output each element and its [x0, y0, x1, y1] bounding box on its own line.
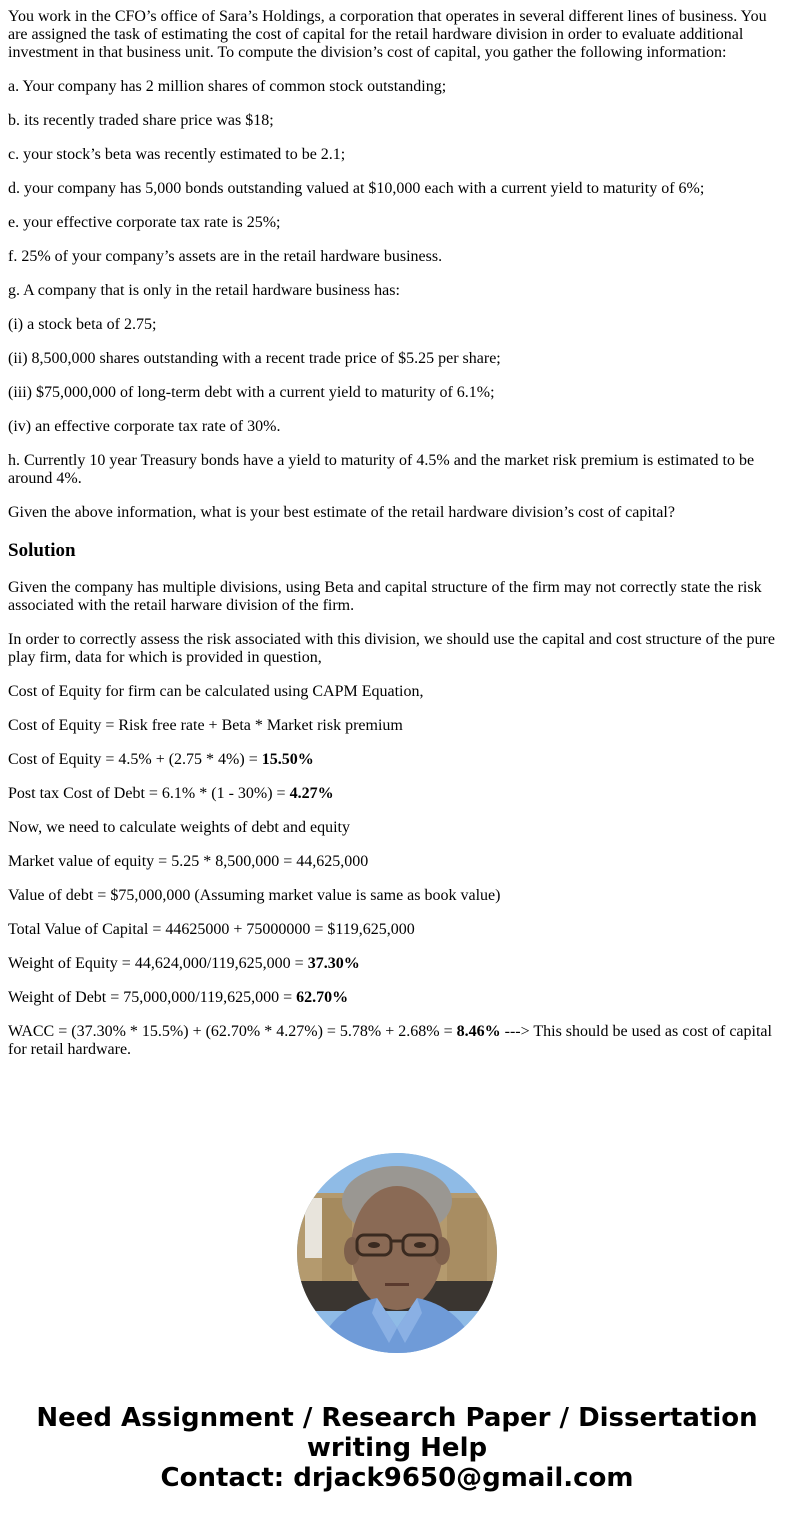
promo-line-2: writing Help — [306, 1433, 488, 1463]
question-item-h: h. Currently 10 year Treasury bonds have a yield to maturity of 4.5% and the market risk premium is estimated to be around 4%. — [8, 452, 755, 487]
question-item-f: f. 25% of your company’s assets are in the retail hardware business. — [8, 248, 443, 265]
wacc-conclusion: ---> This should be used as cost of capital for retail hardware. — [8, 1023, 772, 1058]
question-item-g-i: (i) a stock beta of 2.75; — [8, 316, 157, 333]
weight-equity-calc: Weight of Equity = 44,624,000/119,625,000 = — [8, 955, 308, 972]
weight-debt-calc: Weight of Debt = 75,000,000/119,625,000 = — [8, 989, 297, 1006]
promo-line-1: Need Assignment / Research Paper / Dissertation — [36, 1403, 758, 1433]
capm-formula: Cost of Equity = Risk free rate + Beta * Market risk premium — [8, 717, 403, 734]
promo-banner — [0, 1403, 794, 1493]
cost-of-debt-value: 4.27% — [289, 785, 334, 802]
question-item-d: d. your company has 5,000 bonds outstanding valued at $10,000 each with a current yield to maturity of 6%; — [8, 180, 705, 197]
question-item-e: e. your effective corporate tax rate is 25%; — [8, 214, 281, 231]
document-body — [8, 8, 786, 1075]
cost-of-equity-value: 15.50% — [261, 751, 314, 768]
cost-of-debt-line — [8, 785, 786, 803]
cost-of-debt-calc: Post tax Cost of Debt = 6.1% * (1 - 30%) = — [8, 785, 290, 802]
question-intro: You work in the CFO’s office of Sara’s Holdings, a corporation that operates in several different lines of business. You are assigned the task of estimating the cost of capital for the retail hardware division in order to evaluate additional investment in that business unit. To compute the division’s cost of capital, you gather the following information: — [8, 8, 767, 61]
question-item-g-iii: (iii) $75,000,000 of long-term debt with a current yield to maturity of 6.1%; — [8, 384, 495, 401]
weight-debt-value: 62.70% — [296, 989, 349, 1006]
total-capital: Total Value of Capital = 44625000 + 75000000 = $119,625,000 — [8, 921, 415, 938]
author-photo-icon — [297, 1153, 497, 1353]
solution-heading: Solution — [8, 540, 76, 561]
weight-equity-line — [8, 955, 786, 973]
question-item-g-iv: (iv) an effective corporate tax rate of 30%. — [8, 418, 281, 435]
weight-debt-line — [8, 989, 786, 1007]
wacc-calc: WACC = (37.30% * 15.5%) + (62.70% * 4.27%) = 5.78% + 2.68% = — [8, 1023, 457, 1040]
question-prompt: Given the above information, what is your best estimate of the retail hardware division’s cost of capital? — [8, 504, 675, 521]
cost-of-equity-line — [8, 751, 786, 769]
question-item-a: a. Your company has 2 million shares of common stock outstanding; — [8, 78, 447, 95]
question-item-b: b. its recently traded share price was $18; — [8, 112, 274, 129]
question-item-g: g. A company that is only in the retail hardware business has: — [8, 282, 400, 299]
question-item-c: c. your stock’s beta was recently estimated to be 2.1; — [8, 146, 346, 163]
solution-paragraph-3: Cost of Equity for firm can be calculated using CAPM Equation, — [8, 683, 424, 700]
solution-paragraph-1: Given the company has multiple divisions, using Beta and capital structure of the firm may not correctly state the risk associated with the retail harware division of the firm. — [8, 579, 762, 614]
weights-intro: Now, we need to calculate weights of debt and equity — [8, 819, 350, 836]
cost-of-equity-calc: Cost of Equity = 4.5% + (2.75 * 4%) = — [8, 751, 262, 768]
solution-paragraph-2: In order to correctly assess the risk associated with this division, we should use the capital and cost structure of the pure play firm, data for which is provided in question, — [8, 631, 775, 666]
wacc-value: 8.46% — [456, 1023, 501, 1040]
promo-contact: Contact: drjack9650@gmail.com — [160, 1463, 634, 1493]
question-item-g-ii: (ii) 8,500,000 shares outstanding with a recent trade price of $5.25 per share; — [8, 350, 501, 367]
wacc-line — [8, 1023, 786, 1059]
value-of-debt: Value of debt = $75,000,000 (Assuming market value is same as book value) — [8, 887, 501, 904]
market-value-equity: Market value of equity = 5.25 * 8,500,000 = 44,625,000 — [8, 853, 369, 870]
author-avatar — [297, 1153, 497, 1353]
weight-equity-value: 37.30% — [307, 955, 360, 972]
